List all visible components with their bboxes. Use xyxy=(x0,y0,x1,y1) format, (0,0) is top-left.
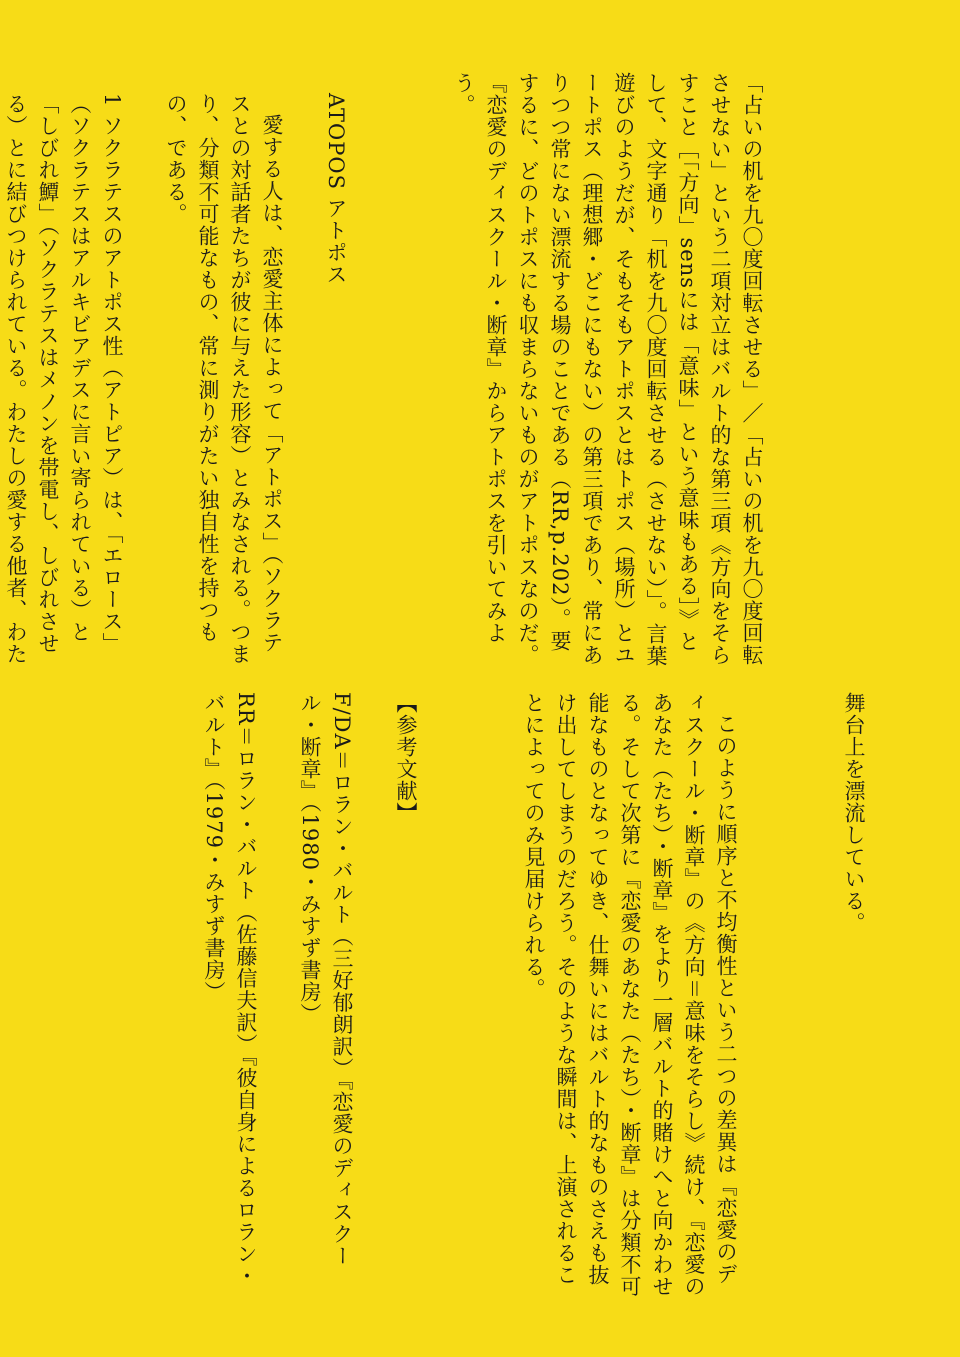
lower-text-block xyxy=(42,692,902,1302)
spacer xyxy=(454,692,486,1302)
quote-paragraph-1: 愛する人は、恋愛主体によって「アトポス」（ソクラテスとの対話者たちが彼に与えた形容）とみなされる。つまり、分類不可能なもの、常に測りがたい独自性を持つもの、である。 xyxy=(164,93,284,665)
intro-paragraph: 「占いの机を九〇度回転させる」／「占いの机を九〇度回転させない」という二項対立はバルト的な第三項《方向をそらすこと［「方向」sensには「意味」という意味もある］》として、文字通り「机を九〇度回転させる（させない）」。言葉遊びのようだが、そもそもアトポスとはトポス（場所）とユートポス（理想郷・どこにもない）の第三項であり、常にありつつ常にない漂流する場のことである（RR,p.202）。要するに、どのトポスにも収まらないものがアトポスなのだ。『恋愛のディスクール・断章』からアトポスを引いてみよう。 xyxy=(452,72,764,667)
spacer xyxy=(384,72,416,672)
continuation-line: 舞台上を漂流している。 xyxy=(842,692,866,934)
quote-heading: ATOPOS アトポス xyxy=(324,93,348,286)
reference-item: RR＝ロラン・バルト（佐藤信夫訳）『彼自身によるロラン・バルト』（1979・みすず書房） xyxy=(202,692,258,1288)
conclusion-paragraph: このように順序と不均衡性という二つの差異は『恋愛のディスクール・断章』の《方向＝意味をそらし》続け、『恋愛のあなた（たち）・断章』をより一層バルト的賭けへと向かわせる。そして次第に『恋愛のあなた（たち）・断章』は分類不可能なものとなってゆき、仕舞いにはバルト的なものさえも抜け出してしまうのだろう。そのような瞬間は、上演されることによってのみ見届けられる。 xyxy=(522,692,738,1298)
upper-text-block xyxy=(4,72,800,672)
spacer xyxy=(774,692,806,1302)
reference-item: F/DA＝ロラン・バルト（三好郁朗訳）『恋愛のディスクール・断章』（1980・みすず書房） xyxy=(298,692,354,1268)
quote-paragraph-2: 1 ソクラテスのアトポス性（アトピア）は、「エロース」（ソクラテスはアルキビアデスに言い寄られている）と「しびれ鱏」（ソクラテスはメノンを帯電し、しびれさせる）とに結びつけられている。わたしの愛する他者、わた xyxy=(4,93,124,665)
references-heading: 【参考文献】 xyxy=(394,692,418,824)
